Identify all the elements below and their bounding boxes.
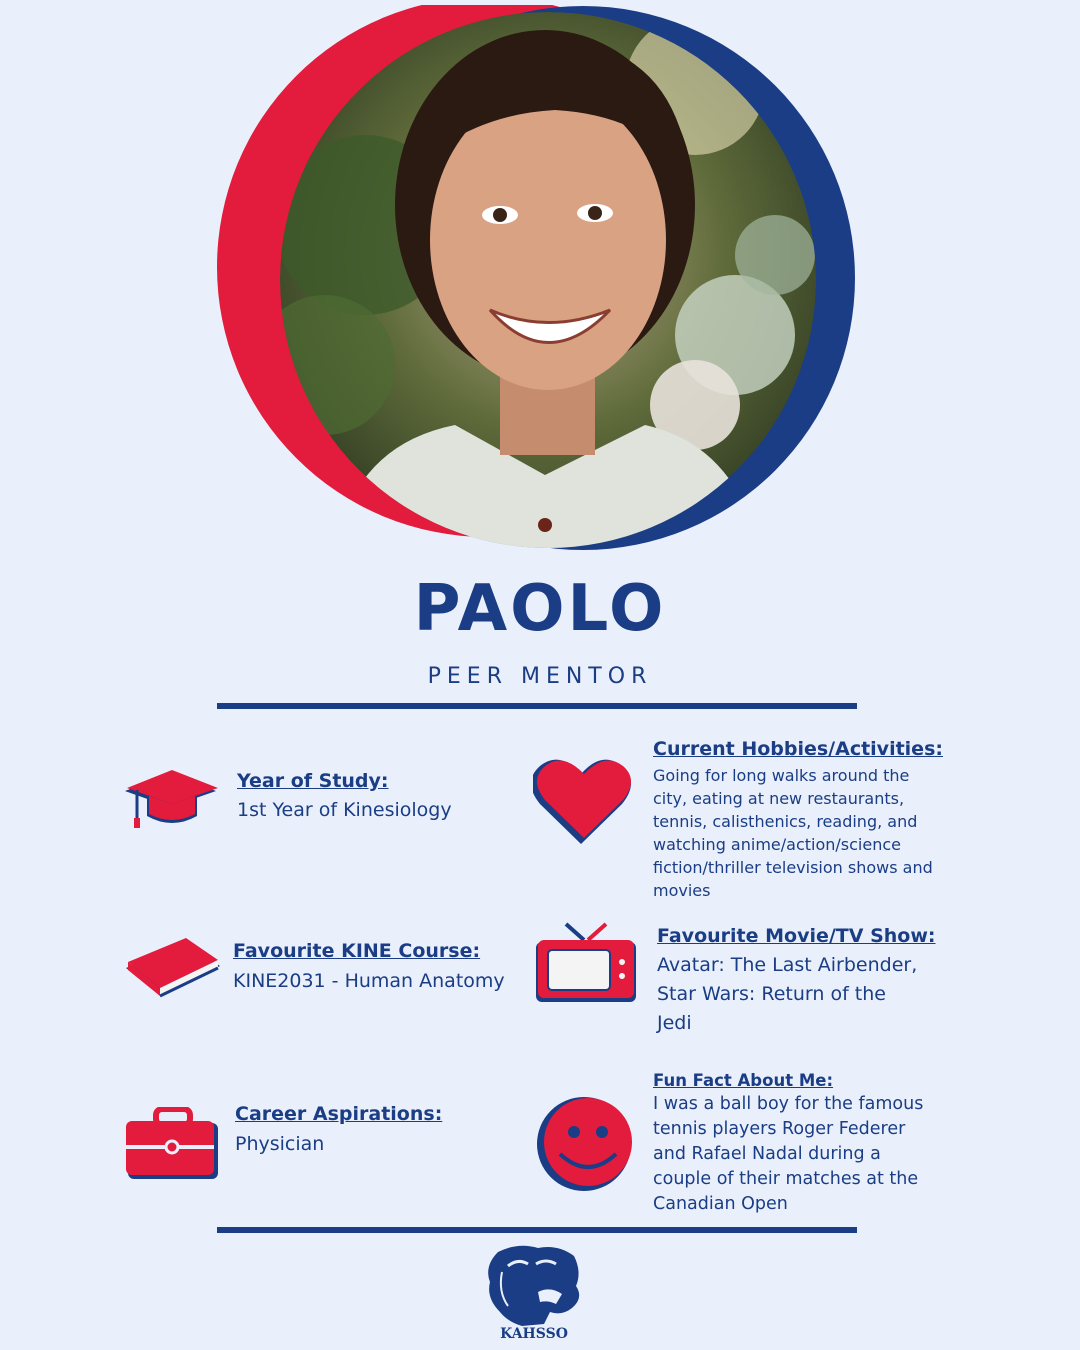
fun-fact-value <box>653 1092 923 1217</box>
bottom-divider <box>217 1227 857 1233</box>
mentor-name: PAOLO <box>413 572 667 646</box>
tv-icon <box>536 920 638 1002</box>
fun-fact-label: Fun Fact About Me: <box>653 1071 834 1090</box>
hobbies-line: fiction/thriller television shows and <box>653 858 933 877</box>
career-value: Physician <box>235 1133 325 1155</box>
year-of-study-label: Year of Study: <box>237 770 389 792</box>
fun-fact-line: I was a ball boy for the famous <box>653 1094 924 1114</box>
favourite-show-line: Star Wars: Return of the <box>657 983 886 1005</box>
fun-fact-line: couple of their matches at the <box>653 1169 919 1189</box>
favourite-course-label: Favourite KINE Course: <box>233 940 481 962</box>
heart-icon <box>533 752 635 844</box>
hobbies-label: Current Hobbies/Activities: <box>653 738 943 760</box>
smiley-icon <box>534 1096 638 1192</box>
favourite-show-value <box>657 951 917 1038</box>
mentor-role: PEER MENTOR <box>427 664 653 689</box>
top-divider <box>217 703 857 709</box>
logo-text: KAHSSO <box>500 1326 568 1342</box>
hobbies-line: movies <box>653 881 711 900</box>
briefcase-icon <box>126 1107 218 1179</box>
graduation-cap-icon <box>125 768 220 830</box>
favourite-show-line: Avatar: The Last Airbender, <box>657 954 918 976</box>
hobbies-line: Going for long walks around the <box>653 766 910 785</box>
hobbies-line: watching anime/action/science <box>653 835 901 854</box>
lion-icon <box>478 1242 590 1342</box>
year-of-study-value: 1st Year of Kinesiology <box>237 799 452 821</box>
fun-fact-line: tennis players Roger Federer <box>653 1119 906 1139</box>
favourite-show-label: Favourite Movie/TV Show: <box>657 925 936 947</box>
fun-fact-line: and Rafael Nadal during a <box>653 1144 881 1164</box>
fun-fact-line: Canadian Open <box>653 1194 788 1214</box>
favourite-show-line: Jedi <box>657 1012 692 1034</box>
profile-photo-frame <box>215 5 860 550</box>
hobbies-line: city, eating at new restaurants, <box>653 789 905 808</box>
book-icon <box>124 936 222 1000</box>
career-label: Career Aspirations: <box>235 1103 443 1125</box>
hobbies-line: tennis, calisthenics, reading, and <box>653 812 918 831</box>
hobbies-value <box>653 764 933 902</box>
favourite-course-value: KINE2031 - Human Anatomy <box>233 970 505 992</box>
